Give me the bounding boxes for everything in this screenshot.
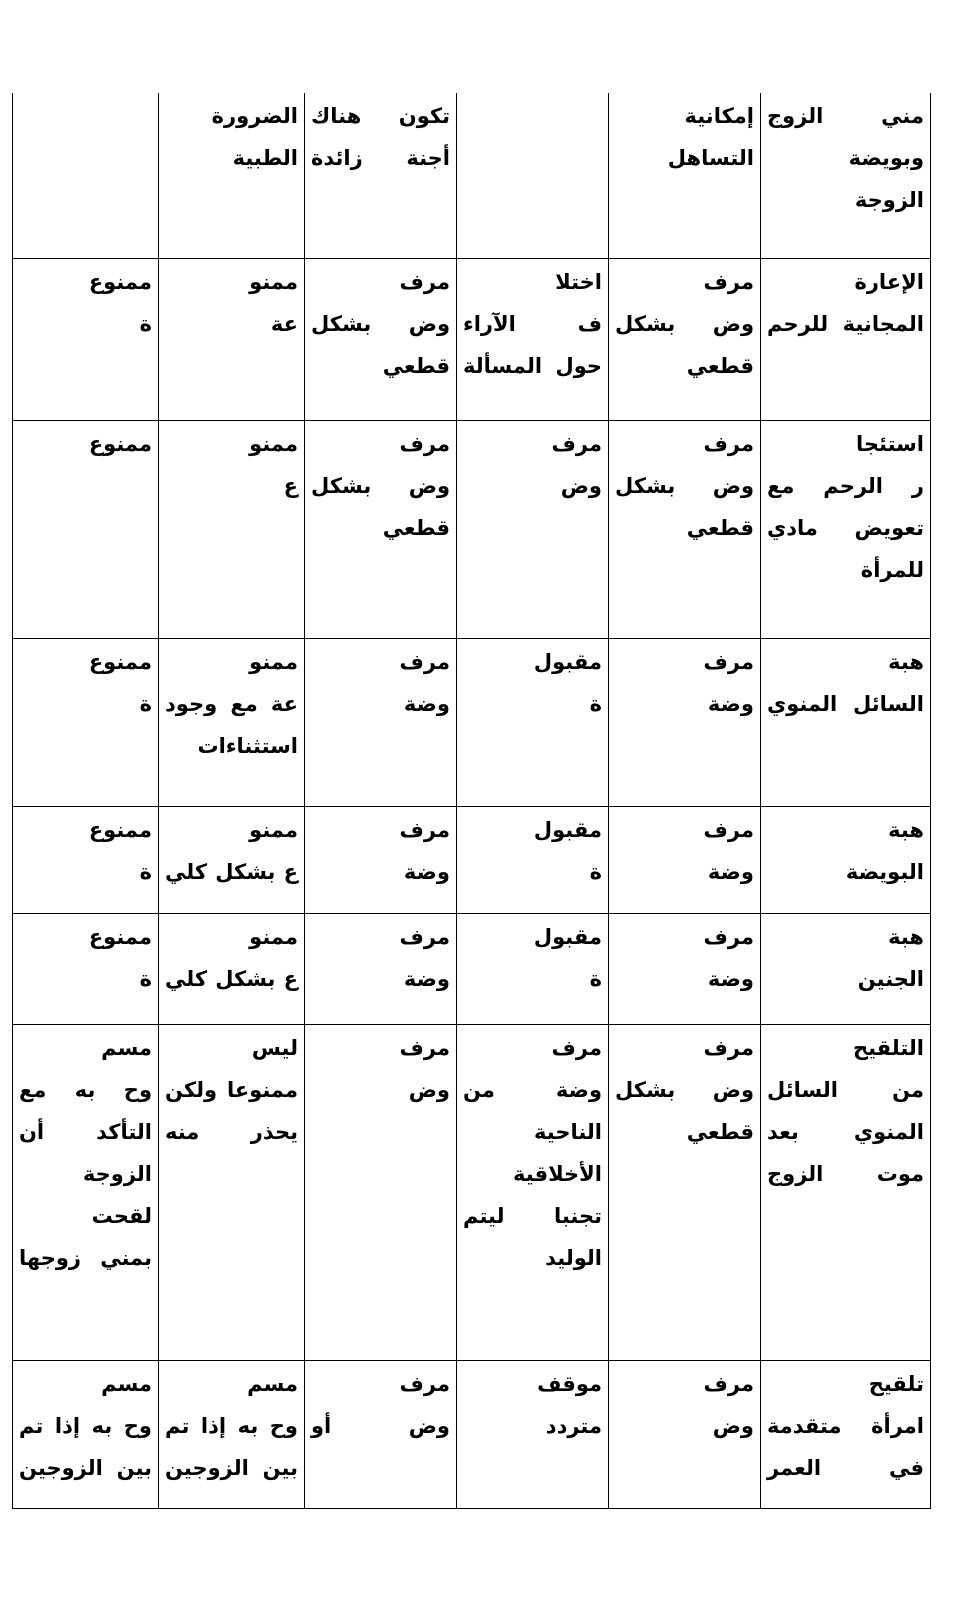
table-cell: مسم وح به إذا تم بين الزوجين bbox=[13, 1360, 159, 1508]
table-cell: هبة الجنين bbox=[761, 913, 931, 1024]
table-cell: موقف متردد bbox=[457, 1360, 609, 1508]
table-cell bbox=[457, 93, 609, 258]
table-cell: مرف وض bbox=[609, 1360, 761, 1508]
table-cell: مرف وضة من الناحية الأخلاقية تجنبا ليتم الوليد bbox=[457, 1024, 609, 1360]
table-cell: الضرورة الطبية bbox=[159, 93, 305, 258]
table-cell: ممنو عة bbox=[159, 258, 305, 420]
table-cell: ممنوع ة bbox=[13, 258, 159, 420]
table-cell: مقبول ة bbox=[457, 638, 609, 806]
table-cell: التلقيح من السائل المنوي بعد موت الزوج bbox=[761, 1024, 931, 1360]
table-cell: ممنوع ة bbox=[13, 806, 159, 913]
table-cell: مرف وض بشكل قطعي bbox=[609, 420, 761, 638]
table-cell: اختلا ف الآراء حول المسألة bbox=[457, 258, 609, 420]
table-cell: إمكانية التساهل bbox=[609, 93, 761, 258]
table-row bbox=[13, 1024, 931, 1360]
table-cell: مرف وضة bbox=[305, 913, 457, 1024]
table-cell: مرف وضة bbox=[609, 913, 761, 1024]
table-cell: مرف وض bbox=[305, 1024, 457, 1360]
table-cell: مرف وض بشكل قطعي bbox=[305, 420, 457, 638]
table-cell: ممنو ع بشكل كلي bbox=[159, 913, 305, 1024]
table-cell bbox=[13, 93, 159, 258]
table-cell: مني الزوج وبويضة الزوجة bbox=[761, 93, 931, 258]
table-cell: مرف وض بشكل قطعي bbox=[609, 1024, 761, 1360]
table-cell: مرف وضة bbox=[305, 638, 457, 806]
table-row bbox=[13, 806, 931, 913]
table-cell: تلقيح امرأة متقدمة في العمر bbox=[761, 1360, 931, 1508]
table-cell: مسم وح به مع التأكد أن الزوجة لقحت بمني زوجها bbox=[13, 1024, 159, 1360]
table-row bbox=[13, 913, 931, 1024]
table-row bbox=[13, 1360, 931, 1508]
table-cell: ممنوع ة bbox=[13, 913, 159, 1024]
table-cell: الإعارة المجانية للرحم bbox=[761, 258, 931, 420]
table-cell: تكون هناك أجنة زائدة bbox=[305, 93, 457, 258]
table-row bbox=[13, 638, 931, 806]
table-cell: مرف وض بشكل قطعي bbox=[305, 258, 457, 420]
table-row bbox=[13, 258, 931, 420]
table-cell: مرف وض bbox=[457, 420, 609, 638]
table-cell: استئجا ر الرحم مع تعويض مادي للمرأة bbox=[761, 420, 931, 638]
table-cell: ليس ممنوعا ولكن يحذر منه bbox=[159, 1024, 305, 1360]
table-cell: مسم وح به إذا تم بين الزوجين bbox=[159, 1360, 305, 1508]
table-cell: ممنوع bbox=[13, 420, 159, 638]
table-row bbox=[13, 420, 931, 638]
table-cell: ممنوع ة bbox=[13, 638, 159, 806]
table-cell: مرف وض أو bbox=[305, 1360, 457, 1508]
table-cell: ممنو ع bbox=[159, 420, 305, 638]
table-cell: مقبول ة bbox=[457, 806, 609, 913]
table-cell: ممنو ع بشكل كلي bbox=[159, 806, 305, 913]
table-cell: هبة السائل المنوي bbox=[761, 638, 931, 806]
table-cell: مرف وضة bbox=[305, 806, 457, 913]
table-cell: مرف وضة bbox=[609, 638, 761, 806]
table-row bbox=[13, 93, 931, 258]
table-cell: مقبول ة bbox=[457, 913, 609, 1024]
table-cell: مرف وضة bbox=[609, 806, 761, 913]
table-cell: هبة البويضة bbox=[761, 806, 931, 913]
table-cell: مرف وض بشكل قطعي bbox=[609, 258, 761, 420]
comparison-table bbox=[12, 93, 931, 1509]
table-cell: ممنو عة مع وجود استثناءات bbox=[159, 638, 305, 806]
